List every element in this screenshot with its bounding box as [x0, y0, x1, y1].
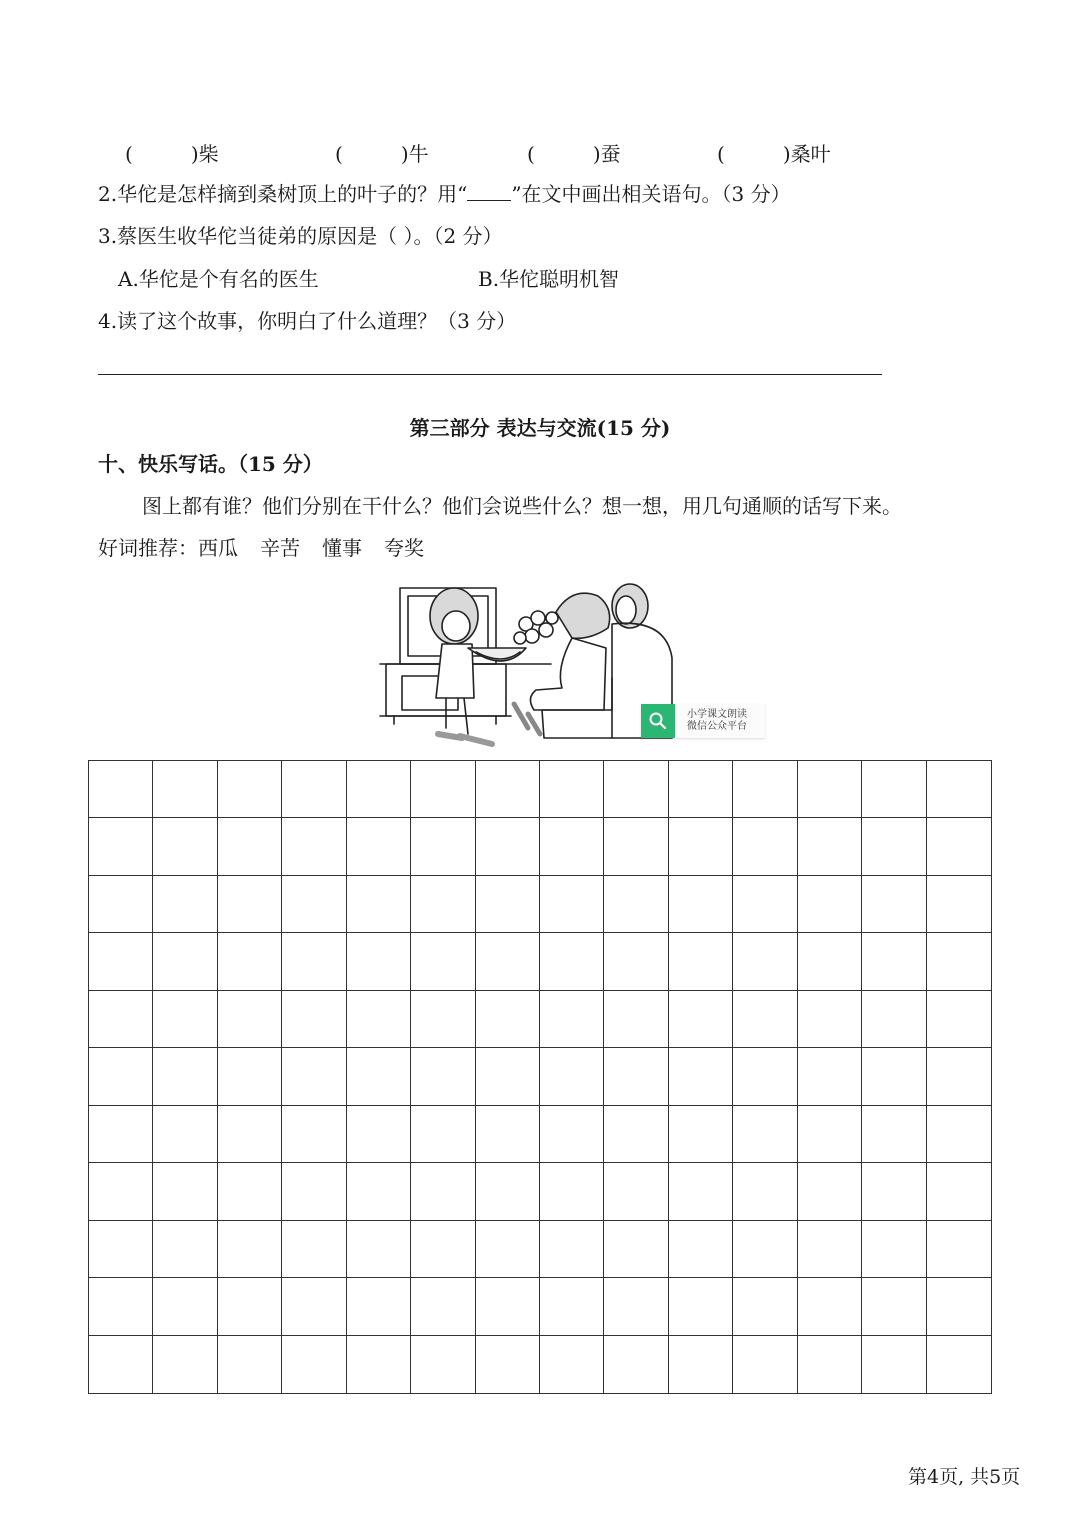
grid-cell[interactable] [218, 1163, 282, 1220]
grid-cell[interactable] [798, 1336, 862, 1393]
grid-cell[interactable] [282, 761, 346, 818]
grid-cell[interactable] [862, 1163, 926, 1220]
grid-cell[interactable] [669, 818, 733, 875]
grid-cell[interactable] [733, 1336, 797, 1393]
grid-cell[interactable] [411, 1163, 475, 1220]
q1-word: 桑叶 [790, 142, 831, 166]
grid-cell[interactable] [669, 1336, 733, 1393]
grid-cell[interactable] [347, 991, 411, 1048]
grid-cell[interactable] [89, 818, 153, 875]
grid-cell[interactable] [540, 1336, 604, 1393]
grid-cell[interactable] [476, 1163, 540, 1220]
question-3: 3.蔡医生收华佗当徒弟的原因是（ ）。（2 分） [98, 224, 503, 248]
word-recommendations [98, 534, 424, 562]
section-title: 第三部分 表达与交流(15 分) [409, 416, 671, 440]
grid-cell[interactable] [798, 1048, 862, 1105]
grid-cell[interactable] [89, 991, 153, 1048]
grid-cell[interactable] [862, 991, 926, 1048]
grid-cell[interactable] [927, 818, 991, 875]
option-b[interactable]: B.华佗聪明机智 [478, 267, 620, 291]
grid-cell[interactable] [798, 991, 862, 1048]
grid-cell[interactable] [927, 876, 991, 933]
grid-cell[interactable] [153, 1048, 217, 1105]
grid-cell[interactable] [862, 1278, 926, 1335]
grid-cell[interactable] [476, 1048, 540, 1105]
grid-cell[interactable] [669, 991, 733, 1048]
watermark-text [687, 709, 747, 733]
grid-cell[interactable] [604, 761, 668, 818]
grid-cell[interactable] [153, 1278, 217, 1335]
grid-cell[interactable] [798, 761, 862, 818]
grid-cell[interactable] [347, 818, 411, 875]
grid-cell[interactable] [733, 991, 797, 1048]
family-illustration [376, 578, 676, 748]
q10-heading: 十、快乐写话。（15 分） [98, 452, 323, 476]
grid-cell[interactable] [540, 1221, 604, 1278]
grid-cell[interactable] [927, 1106, 991, 1163]
grid-cell[interactable] [153, 818, 217, 875]
grid-cell[interactable] [733, 1221, 797, 1278]
option-a[interactable]: A.华佗是个有名的医生 [118, 267, 319, 291]
grid-cell[interactable] [669, 1221, 733, 1278]
grid-cell[interactable] [218, 933, 282, 990]
grid-cell[interactable] [540, 1048, 604, 1105]
q1-blank-4[interactable] [717, 138, 831, 167]
grid-cell[interactable] [927, 1221, 991, 1278]
grid-cell[interactable] [540, 818, 604, 875]
grid-cell[interactable] [89, 1278, 153, 1335]
grid-cell[interactable] [733, 933, 797, 990]
grid-cell[interactable] [604, 1106, 668, 1163]
grid-cell[interactable] [153, 761, 217, 818]
grid-cell[interactable] [89, 933, 153, 990]
child-body [436, 644, 474, 698]
grid-cell[interactable] [282, 1221, 346, 1278]
grid-cell[interactable] [862, 1336, 926, 1393]
grid-cell[interactable] [669, 761, 733, 818]
page-number: 第4页, 共5页 [908, 1466, 1021, 1488]
paren-close: ) [782, 142, 791, 166]
grid-cell[interactable] [798, 818, 862, 875]
q10-prompt: 图上都有谁？他们分别在干什么？他们会说些什么？想一想，用几句通顺的话写下来。 [142, 494, 902, 518]
grid-cell[interactable] [411, 1221, 475, 1278]
paren-close: ) [400, 142, 409, 166]
grid-cell[interactable] [604, 1163, 668, 1220]
grid-cell[interactable] [218, 991, 282, 1048]
grid-cell[interactable] [733, 761, 797, 818]
grid-cell[interactable] [540, 991, 604, 1048]
grid-cell[interactable] [540, 1163, 604, 1220]
grid-cell[interactable] [282, 1278, 346, 1335]
grid-cell[interactable] [540, 761, 604, 818]
q1-blank-3[interactable] [527, 138, 621, 167]
grid-cell[interactable] [411, 933, 475, 990]
grid-cell[interactable] [89, 1336, 153, 1393]
grid-cell[interactable] [347, 1336, 411, 1393]
grid-cell[interactable] [798, 933, 862, 990]
paren-open: ( [717, 142, 725, 166]
grid-cell[interactable] [411, 1278, 475, 1335]
grid-cell[interactable] [733, 1048, 797, 1105]
q2-text-before: 2.华佗是怎样摘到桑树顶上的叶子的？用“ [98, 182, 468, 206]
grid-cell[interactable] [604, 933, 668, 990]
grid-cell[interactable] [411, 1048, 475, 1105]
grid-cell[interactable] [411, 761, 475, 818]
grid-cell[interactable] [411, 818, 475, 875]
grid-cell[interactable] [669, 1048, 733, 1105]
grid-cell[interactable] [411, 1106, 475, 1163]
paren-open: ( [125, 142, 133, 166]
grid-cell[interactable] [89, 1163, 153, 1220]
paren-open: ( [335, 142, 343, 166]
grid-cell[interactable] [733, 1106, 797, 1163]
paren-open: ( [527, 142, 535, 166]
q2-underline-blank [467, 182, 511, 201]
grid-cell[interactable] [282, 818, 346, 875]
grid-cell[interactable] [862, 876, 926, 933]
question-4: 4.读了这个故事，你明白了什么道理？（3 分） [98, 309, 517, 333]
grid-cell[interactable] [218, 876, 282, 933]
grid-cell[interactable] [411, 876, 475, 933]
grid-cell[interactable] [862, 818, 926, 875]
grid-cell[interactable] [476, 933, 540, 990]
grid-cell[interactable] [218, 1221, 282, 1278]
grid-cell[interactable] [347, 1278, 411, 1335]
grid-cell[interactable] [476, 818, 540, 875]
grid-cell[interactable] [347, 1221, 411, 1278]
grid-cell[interactable] [89, 761, 153, 818]
word-item: 辛苦 [260, 536, 300, 560]
grid-cell[interactable] [927, 1336, 991, 1393]
paren-close: ) [592, 142, 601, 166]
grid-cell[interactable] [669, 1106, 733, 1163]
grid-cell[interactable] [604, 1048, 668, 1105]
search-icon [641, 704, 675, 738]
word-item: 夸奖 [384, 536, 424, 560]
grid-cell[interactable] [347, 1106, 411, 1163]
question-2 [98, 180, 791, 208]
grid-cell[interactable] [669, 876, 733, 933]
grid-cell[interactable] [862, 1106, 926, 1163]
watermark-badge [641, 704, 765, 738]
grid-cell[interactable] [282, 1336, 346, 1393]
grid-cell[interactable] [862, 1048, 926, 1105]
paren-close: ) [190, 142, 199, 166]
grid-cell[interactable] [476, 876, 540, 933]
grid-cell[interactable] [604, 876, 668, 933]
grid-cell[interactable] [798, 1106, 862, 1163]
flowers [514, 611, 558, 644]
q4-answer-line[interactable] [98, 374, 882, 375]
grid-cell[interactable] [218, 818, 282, 875]
q2-text-after: ”在文中画出相关语句。（3 分） [511, 182, 791, 206]
grid-cell[interactable] [282, 1106, 346, 1163]
grid-cell[interactable] [153, 1106, 217, 1163]
grid-cell[interactable] [153, 876, 217, 933]
grid-cell[interactable] [282, 991, 346, 1048]
grid-cell[interactable] [604, 1336, 668, 1393]
grid-cell[interactable] [733, 818, 797, 875]
grid-cell[interactable] [604, 1221, 668, 1278]
word-item: 懂事 [322, 536, 362, 560]
grid-cell[interactable] [798, 876, 862, 933]
grid-cell[interactable] [927, 1278, 991, 1335]
q1-blank-row [125, 138, 895, 166]
grid-cell[interactable] [798, 1163, 862, 1220]
grid-cell[interactable] [927, 1163, 991, 1220]
grid-cell[interactable] [733, 1278, 797, 1335]
q1-blank-2[interactable] [335, 138, 429, 167]
grid-cell[interactable] [218, 1048, 282, 1105]
grid-cell[interactable] [862, 1221, 926, 1278]
grid-cell[interactable] [669, 933, 733, 990]
watermark-line-2: 微信公众平台 [687, 721, 747, 732]
grid-cell[interactable] [282, 876, 346, 933]
grid-cell[interactable] [411, 991, 475, 1048]
q1-word: 柴 [198, 142, 219, 166]
grid-cell[interactable] [540, 1106, 604, 1163]
grid-cell[interactable] [153, 933, 217, 990]
grid-cell[interactable] [347, 1048, 411, 1105]
grid-cell[interactable] [476, 761, 540, 818]
q1-word: 牛 [408, 142, 429, 166]
grid-cell[interactable] [733, 876, 797, 933]
grid-cell[interactable] [927, 1048, 991, 1105]
grid-cell[interactable] [476, 1278, 540, 1335]
grid-cell[interactable] [89, 1221, 153, 1278]
grid-cell[interactable] [218, 1336, 282, 1393]
grid-cell[interactable] [476, 1336, 540, 1393]
watermark-line-1: 小学课文朗读 [687, 709, 747, 720]
grandmother-body [530, 638, 606, 710]
grid-cell[interactable] [347, 876, 411, 933]
q1-blank-1[interactable] [125, 138, 219, 167]
grid-cell[interactable] [604, 1278, 668, 1335]
grid-cell[interactable] [347, 761, 411, 818]
grid-cell[interactable] [604, 818, 668, 875]
grid-cell[interactable] [218, 1278, 282, 1335]
grid-cell[interactable] [411, 1336, 475, 1393]
watermark-icon-badge [641, 704, 675, 738]
grid-cell[interactable] [476, 991, 540, 1048]
grid-cell[interactable] [798, 1221, 862, 1278]
grid-cell[interactable] [89, 1048, 153, 1105]
grid-cell[interactable] [862, 761, 926, 818]
grid-cell[interactable] [798, 1278, 862, 1335]
grid-cell[interactable] [282, 933, 346, 990]
grid-cell[interactable] [733, 1163, 797, 1220]
grid-cell[interactable] [347, 1163, 411, 1220]
q1-word: 蚕 [600, 142, 621, 166]
grid-cell[interactable] [153, 1221, 217, 1278]
words-label: 好词推荐： [98, 536, 198, 560]
grid-cell[interactable] [927, 991, 991, 1048]
grid-cell[interactable] [347, 933, 411, 990]
grid-cell[interactable] [89, 1106, 153, 1163]
grid-cell[interactable] [153, 991, 217, 1048]
grid-cell[interactable] [476, 1221, 540, 1278]
grid-cell[interactable] [218, 761, 282, 818]
grid-cell[interactable] [927, 761, 991, 818]
grid-cell[interactable] [669, 1278, 733, 1335]
grid-cell[interactable] [89, 876, 153, 933]
grandmother-head [556, 593, 610, 638]
grid-cell[interactable] [218, 1106, 282, 1163]
grid-cell[interactable] [669, 1163, 733, 1220]
grid-cell[interactable] [540, 933, 604, 990]
grid-cell[interactable] [604, 991, 668, 1048]
grid-cell[interactable] [282, 1048, 346, 1105]
grid-cell[interactable] [540, 1278, 604, 1335]
writing-grid[interactable] [88, 760, 992, 1394]
grid-cell[interactable] [282, 1163, 346, 1220]
grid-cell[interactable] [540, 876, 604, 933]
grid-cell[interactable] [153, 1163, 217, 1220]
grid-cell[interactable] [153, 1336, 217, 1393]
grid-cell[interactable] [476, 1106, 540, 1163]
grid-cell[interactable] [927, 933, 991, 990]
grid-cell[interactable] [862, 933, 926, 990]
word-item: 西瓜 [198, 536, 238, 560]
